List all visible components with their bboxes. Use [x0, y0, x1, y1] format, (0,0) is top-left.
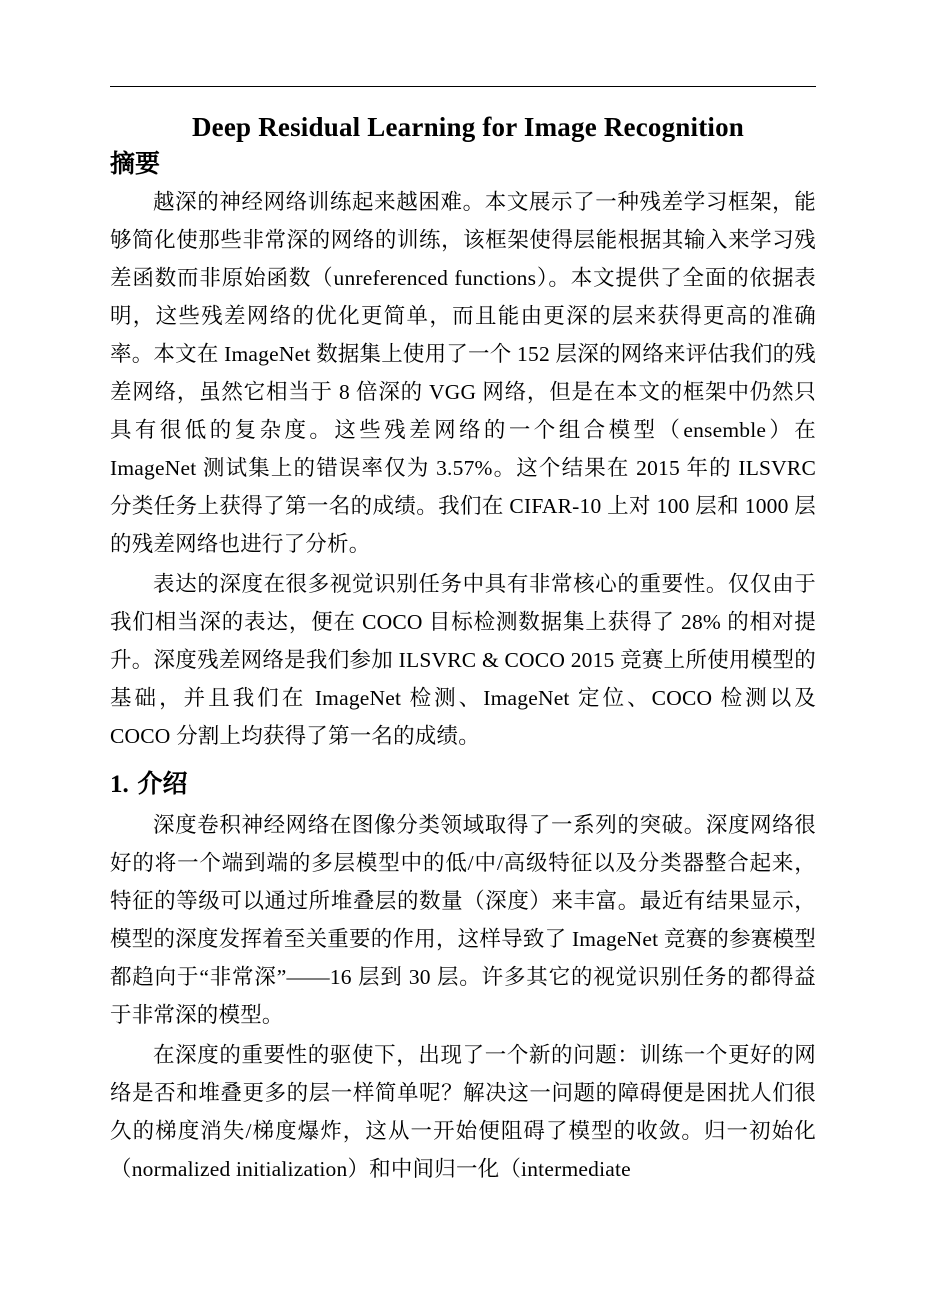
section-1-title: 介绍	[137, 768, 188, 798]
section-1-heading	[110, 769, 816, 800]
section-1-paragraph-1: 深度卷积神经网络在图像分类领域取得了一系列的突破。深度网络很好的将一个端到端的多层模型中的低/中/高级特征以及分类器整合起来，特征的等级可以通过所堆叠层的数量（深度）来丰富。最近有结果显示，模型的深度发挥着至关重要的作用，这样导致了 ImageNet 竞赛的参赛模型都趋向于“非常深”——16 层到 30 层。许多其它的视觉识别任务的都得益于非常深的模型。	[110, 812, 816, 1027]
section-1-paragraph-2: 在深度的重要性的驱使下，出现了一个新的问题：训练一个更好的网络是否和堆叠更多的层一样简单呢？解决这一问题的障碍便是困扰人们很久的梯度消失/梯度爆炸，这从一开始便阻碍了模型的收敛。归一初始化（normalized initialization）和中间归一化（intermediate	[110, 1042, 816, 1181]
abstract-paragraph-1: 越深的神经网络训练起来越困难。本文展示了一种残差学习框架，能够简化使那些非常深的网络的训练，该框架使得层能根据其输入来学习残差函数而非原始函数（unreferenced functions）。本文提供了全面的依据表明，这些残差网络的优化更简单，而且能由更深的层来获得更高的准确率。本文在 ImageNet 数据集上使用了一个 152 层深的网络来评估我们的残差网络，虽然它相当于 8 倍深的 VGG 网络，但是在本文的框架中仍然只具有很低的复杂度。这些残差网络的一个组合模型（ensemble）在 ImageNet 测试集上的错误率仅为 3.57%。这个结果在 2015 年的 ILSVRC 分类任务上获得了第一名的成绩。我们在 CIFAR-10 上对 100 层和 1000 层的残差网络也进行了分析。	[110, 189, 816, 556]
section-1-number: 1.	[110, 770, 129, 798]
page-content	[110, 86, 816, 1188]
abstract-heading: 摘要	[110, 148, 161, 178]
abstract-paragraph-2: 表达的深度在很多视觉识别任务中具有非常核心的重要性。仅仅由于我们相当深的表达，便在 COCO 目标检测数据集上获得了 28% 的相对提升。深度残差网络是我们参加 ILSVRC & COCO 2015 竞赛上所使用模型的基础，并且我们在 ImageNet 检测、ImageNet 定位、COCO 检测以及 COCO 分割上均获得了第一名的成绩。	[110, 571, 816, 748]
page-title: Deep Residual Learning for Image Recognition	[191, 112, 745, 142]
header-rule	[110, 86, 816, 87]
